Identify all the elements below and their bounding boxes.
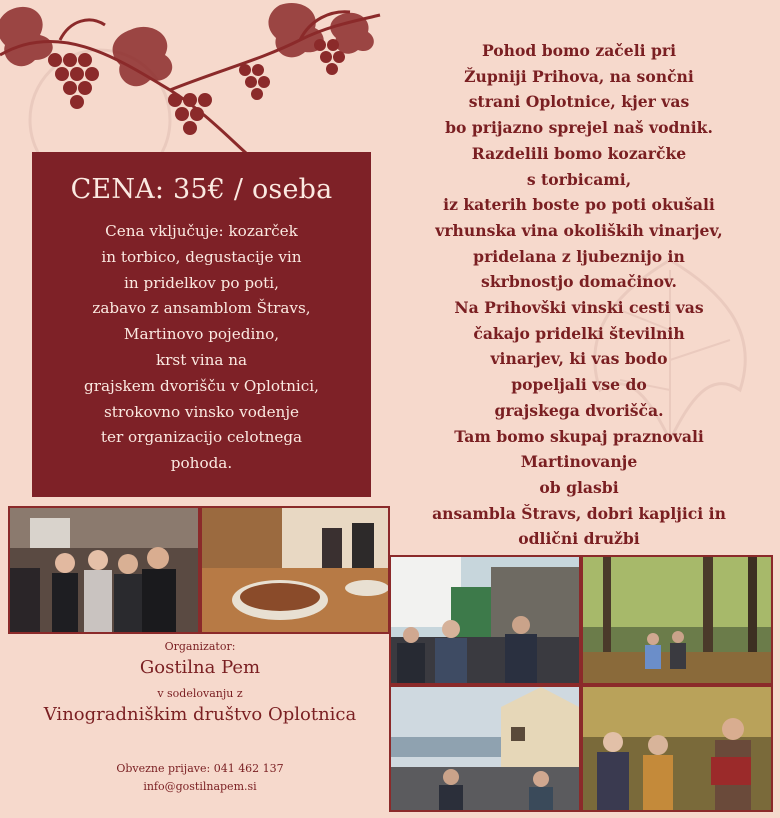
- grapevine-icon: [0, 0, 400, 175]
- event-description: [420, 38, 738, 552]
- photo-village-street: [389, 685, 581, 812]
- photo-hikers-start: [389, 555, 581, 685]
- story-line: Martinovanje: [520, 452, 638, 472]
- price-line: Cena vključuje: kozarček: [105, 222, 298, 240]
- story-line: pridelana z ljubeznijo in: [473, 246, 685, 266]
- story-line: Župniji Prihova, na sončni: [464, 66, 694, 86]
- price-line: zabavo z ansamblom Štravs,: [92, 299, 311, 318]
- price-line: strokovno vinsko vodenje: [103, 402, 300, 421]
- contact-email[interactable]: info@gostilnapem.si: [143, 780, 257, 793]
- price-line: ter organizacijo celotnega: [100, 428, 303, 447]
- organizer-label: Organizator:: [164, 640, 236, 653]
- story-line: grajskega dvorišča.: [494, 400, 664, 420]
- story-line: ob glasbi: [539, 477, 619, 497]
- story-line: ansambla Štravs, dobri kapljici in: [432, 503, 726, 523]
- story-line: vinarjev, ki vas bodo: [490, 349, 668, 369]
- price-line: Martinovo pojedino,: [123, 325, 280, 344]
- story-line: Tam bomo skupaj praznovali: [454, 426, 704, 446]
- price-title: CENA: 35€ / oseba: [70, 174, 333, 205]
- photo-food-table: [200, 506, 390, 634]
- story-line: popeljali vse do: [511, 375, 647, 395]
- price-line: grajskem dvorišču v Oplotnici,: [84, 376, 319, 395]
- contact-info: [0, 760, 400, 796]
- association-name: Vinogradniškim društvo Oplotnica: [43, 704, 357, 725]
- story-line: iz katerih boste po poti okušali: [443, 195, 715, 215]
- registration-phone: Obvezne prijave: 041 462 137: [116, 762, 284, 775]
- story-line: skrbnostjo domačinov.: [481, 272, 677, 292]
- story-line: s torbicami,: [526, 169, 632, 189]
- organizer-name: Gostilna Pem: [139, 657, 261, 678]
- price-line: pohoda.: [170, 454, 233, 473]
- price-line: krst vina na: [155, 350, 248, 369]
- story-line: čakajo pridelki številnih: [473, 323, 685, 343]
- price-line: in pridelkov po poti,: [124, 273, 279, 292]
- story-line: Na Prihovški vinski cesti vas: [454, 298, 704, 318]
- cooperation-label: v sodelovanju z: [157, 687, 243, 700]
- price-includes: [32, 219, 371, 477]
- story-line: Razdelili bomo kozarčke: [471, 143, 687, 163]
- story-line: odlični družbi: [518, 529, 640, 549]
- story-line: Pohod bomo začeli pri: [481, 41, 677, 60]
- photo-forest-walk: [581, 555, 773, 685]
- photo-group-portrait: [8, 506, 200, 634]
- price-box: [32, 152, 371, 497]
- story-line: strani Oplotnice, kjer vas: [468, 92, 690, 112]
- photo-accordion-player: [581, 685, 773, 812]
- story-line: vrhunska vina okoliških vinarjev,: [435, 220, 723, 240]
- price-line: in torbico, degustacije vin: [101, 247, 302, 266]
- story-line: bo prijazno sprejel naš vodnik.: [445, 118, 713, 138]
